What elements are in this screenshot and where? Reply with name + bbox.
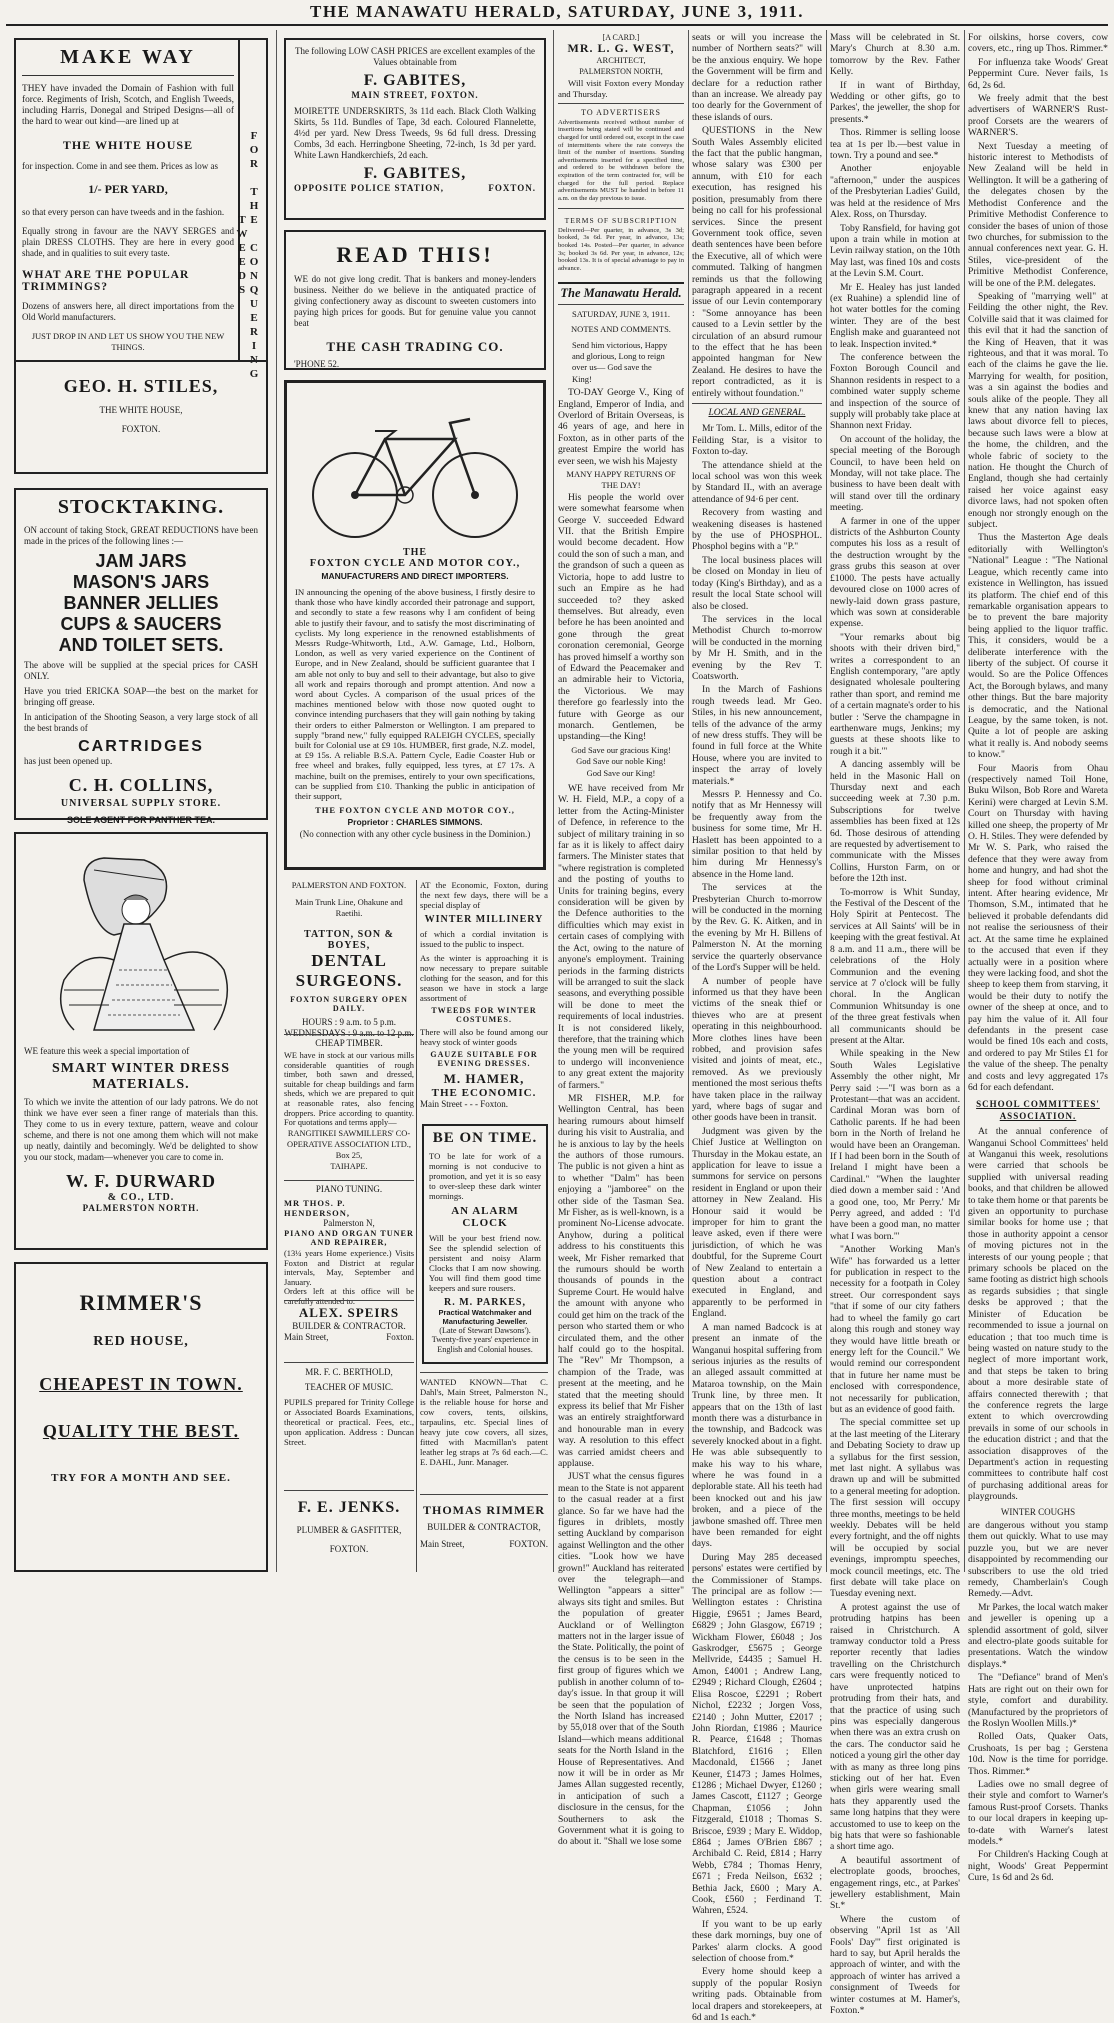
rimmers-ad bbox=[14, 1262, 268, 1572]
berthold-name: MR. F. C. BERTHOLD, bbox=[305, 1367, 393, 1377]
parkes-late: (Late of Stewart Dawsons'). Twenty-five years' experience in English and Colonial houses. bbox=[431, 1326, 539, 1354]
dahl-body: WANTED KNOWN—That C. Dahl's, Main Street, Palmerston N., is the reliable house for horse and cow covers, tents, oilskins, tarpaulins, etc. Special lines of heavy jute cow covers, all sizes, fitted with Macmillan's patent leather leg straps at 7s 6d each.—C. E. DAHL, Junr. Manager. bbox=[420, 1377, 548, 1467]
durward-head: SMART WINTER DRESS MATERIALS. bbox=[51, 1061, 231, 1092]
col5-p17: A beautiful assortment of electroplate goods, brooches, engagement rings, etc., at Parkes' jewellery establishment, Main St.* bbox=[830, 1854, 960, 1912]
hamer-body-4: There will also be found among our heavy stock of winter goods bbox=[420, 1027, 548, 1047]
col5-p16: A protest against the use of protruding hatpins has been raised in Christchurch. A tramway conductor told a Press reporter recently that ladies travelling on the Christchurch cars were frequently noticed to have unprotected hatpins protruding from their hats, and that the practice of using such pins was especially dangerous when there was an extra crush on the cars. The conductor said he noticed a young girl the other day with as many as three long pins sticking out of her hat. Even when girls were wearing small hats they apparently used the same long hatpins that they were accustomed to use to keep on the big hats that were so fashionable a short time ago. bbox=[830, 1601, 960, 1853]
speirs-town: Foxton. bbox=[386, 1332, 414, 1342]
subscription-body: Delivered—Per quarter, in advance, 3s 3d; booked, 3s 6d. Per year, in advance, 13s; booked 14s. Posted—Per quarter, in advance 3s; booked 3s 6d. Per year, in advance, 12s; booked 13s. It is of special advantage to pay in advance. bbox=[558, 226, 684, 272]
card-label: [A CARD.] bbox=[602, 33, 640, 42]
dental-firm: TATTON, SON & BOYES, bbox=[304, 929, 394, 951]
cycle-ad bbox=[284, 380, 546, 870]
timber-box: Box 25, bbox=[335, 1150, 363, 1160]
be-on-time-title: BE ON TIME. bbox=[432, 1130, 538, 1146]
thomas-rimmer-ad bbox=[420, 1494, 548, 1572]
col4-p12: Judgment was given by the Chief Justice at Wellington on Thursday in the Mokau estate, an application for leave to issue a summons for service on persons resident in England or upon their attorney in New Zealand. His Honour said it would be improper for him to grant the leave asked, even if there were jurisdiction, of which he was doubtful, for the Supreme Court of New Zealand to entertain a question about a contract executed in England, and apparently to be performed in England. bbox=[692, 1125, 822, 1320]
speirs-role: BUILDER & CONTRACTOR. bbox=[292, 1321, 406, 1331]
cycle-name: THE bbox=[402, 547, 428, 558]
jenks-role: PLUMBER & GASFITTER, bbox=[296, 1525, 402, 1535]
col6-p14: For Children's Hacking Cough at night, Woods' Great Peppermint Cure, 1s 6d and 2s 6d. bbox=[968, 1849, 1108, 1884]
jenks-name: F. E. JENKS. bbox=[297, 1499, 401, 1516]
gabites-opp: OPPOSITE POLICE STATION, bbox=[294, 183, 444, 193]
durward-lead: WE feature this week a special importation of bbox=[24, 1046, 190, 1056]
speirs-name: ALEX. SPEIRS bbox=[298, 1305, 400, 1320]
col5-p11: A dancing assembly will be held in the Masonic Hall on Thursday next and each succeeding week at 7.30 p.m. Subscriptions for twelve assemblies has been fixed at 12s 6d. Those desirous of attending are requested by advertisement to communicate with the Misses Collins, Hurston Farm, on or before the 12th inst. bbox=[830, 759, 960, 885]
stock-intro: ON account of taking Stock, GREAT REDUCTIONS have been made in the prices of the following lines :— bbox=[24, 525, 258, 546]
makeway-store: THE WHITE HOUSE bbox=[62, 138, 194, 152]
piano-name: MR THOS. P. HENDERSON, bbox=[284, 1198, 350, 1218]
stock-line-3: BANNER JELLIES bbox=[63, 593, 219, 613]
col5-p14: "Another Working Man's Wife" has forwarded us a letter for publication in respect to the necessity for a footpath in Coley street. Our correspondent says "that if some of our city fathers had to wheel the family go cart along this rough and stoney way they would have little breath or energy left for the Council." We would remind our correspondent that in future her name must be enclosed with correspondence, not necessarily for publication, but as an evidence of good faith. bbox=[830, 1244, 960, 1415]
berthold-role: TEACHER OF MUSIC. bbox=[304, 1382, 394, 1392]
dental-top: PALMERSTON AND FOXTON. bbox=[291, 880, 407, 890]
be-on-time-head: AN ALARM CLOCK bbox=[451, 1205, 519, 1229]
dahl-ad bbox=[420, 1372, 548, 1488]
read-this-body: WE do not give long credit. That is bankers and money-lenders business. Neither do we believe in the antiquated practice of giving confectionery away as discount to sweeten customers into paying high prices for goods. But for genuine value you cannot beat bbox=[294, 274, 536, 328]
col4-p10: The services at the Presbyterian Church to-morrow will be conducted in the morning by the Rev. G. K. Aitken, and in the evening by Mr H. Billens of Palmerston N. At the morning service the quarterly observance of the Lord's Supper will be held. bbox=[692, 882, 822, 974]
herald-title: The Manawatu Herald. bbox=[560, 286, 682, 301]
notes-title: NOTES AND COMMENTS. bbox=[571, 324, 671, 335]
rimmers-line-3: TRY FOR A MONTH AND SEE. bbox=[51, 1472, 231, 1484]
jenks-ad bbox=[284, 1490, 414, 1572]
durward-ad bbox=[14, 832, 268, 1250]
cash-trading-phone: 'PHONE 52. bbox=[294, 359, 340, 369]
col6-p10: Mr Parkes, the local watch maker and jeweller is opening up a splendid assortment of gold, silver and electro-plate goods suitable for presentations. Watch the window displays.* bbox=[968, 1601, 1108, 1670]
thomas-rimmer-town: FOXTON. bbox=[509, 1539, 548, 1549]
be-on-time-ad bbox=[422, 1124, 548, 1364]
hamer-ad bbox=[420, 880, 548, 1118]
gabites-name-2: F. GABITES, bbox=[363, 165, 467, 182]
col4-p16: Every home should keep a supply of the popular Rosiyn writing pads. Obtainable from local drapers and storekeepers, at 6d and 1s each.* bbox=[692, 1966, 822, 2023]
stock-line-2: MASON'S JARS bbox=[72, 572, 210, 592]
cycle-body: IN announcing the opening of the above business, I firstly desire to thank those who have kindly accorded their patronage and support, and secondly to state a few reasons why I am confident of being able to justify their favour, and to satisfy the most discriminating of cyclists. My long experience in the renowned establishments of Messrs Rudge-Whitworth, Ltd., A.W. Gamage, Ltd., Holborn, London, as well as very varied experience on the Continent of Europe, and in New Zealand, should be sufficient guarantee that I am able not only to buy and sell to their advantage, but also to give all work and repairs thorough and prompt attention. And now a word about Cycles. A comparison of the usual prices of the machines mentioned below with those now quoted ought to convince intending purchasers that they will gain nothing by taking their orders to either Palmerston or Wellington. I am prepared to supply "brand new," fully equipped RALEIGH CYCLES, specially built for Colonial use at £9 10s. HUMBER, first grade, N.Z. model, at £9 15s. A reliable B.S.A. Pattern Cycle, Eadie Coaster Hub or free wheel and brakes, fully equipped, less tyres, at £7 17s. A machine, built on the premises, entirely to your own specifications, can be supplied from £10. Thanking the public in anticipation of their support, bbox=[295, 587, 535, 802]
makeway-ad bbox=[14, 38, 268, 474]
column-4 bbox=[692, 32, 823, 2023]
hamer-body: AT the Economic, Foxton, during the next few days, there will be a special display of bbox=[420, 880, 548, 910]
herald-date: SATURDAY, JUNE 3, 1911. bbox=[572, 308, 670, 319]
col4-p3: Mr Tom. L. Mills, editor of the Feilding Star, is a visitor to Foxton to-day. bbox=[692, 423, 822, 458]
parkes-sub: Practical Watchmaker and Manufacturing Jeweller. bbox=[438, 1308, 532, 1326]
col5-p15: The special committee set up at the last meeting of the Literary and Debating Society to draw up a syllabus for the first session, met last night. A syllabus was drawn up and will be submitted to a general meeting for adoption. The first session will occupy three months, meetings to be held weekly. Debates will be held every fortnight, and the off nights will be occupied by social evenings, impromptu speeches, mock council meetings, etc. The first debate will take place on Tuesday evening next. bbox=[830, 1417, 961, 1600]
makeway-question: WHAT ARE THE POPULAR TRIMMINGS? bbox=[22, 269, 190, 293]
hamer-body-3: As the winter is approaching it is now necessary to prepare suitable clothing for the season, and for this season we have in stock a large assortment of bbox=[420, 953, 548, 1003]
speirs-ad bbox=[284, 1300, 414, 1358]
stock-line-5: AND TOILET SETS. bbox=[58, 635, 224, 655]
notes-p4: MR FISHER, M.P. for Wellington Central, has been hearing rumours about himself during his visit to Australia, and he is anxious to lay by the heels the authors of those rumours. The public is not given a hint as to whether "Dalm" has been enjoying a "jamboree" on the other side of the Tasman Sea. Mr Fisher, as is well-known, is a prominent No-License advocate. Anyhow, during a political address to his constituents this week, Mr Fisher remarked that the rumours should be worth thousands of pounds in the Supreme Court. He would halve the amount with anyone who could get him on the track of the person who started them or who circulated them, and the other half could go to the hospital. The "Rev" Mr Thompson, a champion of the Trade, was present at the meeting, and he stated that the meeting should express its belief that Mr Fisher was an entirely straightforward and honourable man in every way. A resolution to this effect was carried amidst cheers and applause. bbox=[558, 1092, 684, 1469]
col6-p13: Ladies owe no small degree of their style and comfort to Warner's famous Rust-proof Corsets. Thanks to our local drapers in keeping up-to-date with Warner's latest models.* bbox=[968, 1778, 1108, 1847]
rimmers-sub: RED HOUSE, bbox=[93, 1334, 189, 1349]
notes-p2: His people the world over were somewhat fearsome when George V. succeeded Edward VII. that the British Empire would become decadent. How could the son of such a man, and the grandson of such a queen as Victoria, hope to add lustre to such an Empire as he had succeeded to? they asked themselves. But already, even before he has been anointed and gone through the great coronation ceremonial, George has proved himself a worthy son of Edward the Peacemaker and an admirable heir to Victoria, the Victorious. We may therefore go fearlessly into the future with George as our monarch. Gentlemen, be upstanding—the King! bbox=[558, 491, 684, 743]
poem: Send him victorious, Happy and glorious, Long to reign over us— God save the King! bbox=[572, 339, 668, 384]
parkes-name: R. M. PARKES, bbox=[444, 1297, 526, 1308]
hamer-name: M. HAMER, bbox=[443, 1071, 525, 1086]
column-3 bbox=[558, 32, 685, 1848]
col4-p1: seats or will you increase the number of Northern seats?" will be the anxious enquiry. We hope the Government will be firm and declare for a reduction rather than an increase. We already pay too dearly for the Government of these islands of ours. bbox=[692, 32, 822, 123]
berthold-ad bbox=[284, 1362, 414, 1484]
dental-ad bbox=[284, 880, 414, 1038]
col4-p9: Messrs P. Hennessy and Co. notify that as Mr Hennessy will be frequently away from the business for some time, Mr H. Haslett has been appointed to a similar position to that held by him during Mr Hennessy's absence in the Home land. bbox=[692, 789, 822, 880]
rimmers-line-1: CHEAPEST IN TOWN. bbox=[39, 1374, 243, 1394]
hamer-head-2: TWEEDS FOR WINTER COSTUMES. bbox=[431, 1006, 537, 1024]
makeway-side-text: FOR THE CONQUERING TWEEDS bbox=[236, 130, 260, 382]
notes-p3: WE have received from Mr W. H. Field, M.P., a copy of a letter from the Acting-Minister of Defence, in reference to the subject of military training in so far as it is likely to affect dairy farmers. The Minister states that "where registration is completed and the posting of youths to Units for training begins, every consideration will be given by the Defence authorities to the difficulties which may exist in certain cases of complying with the Act, owing to the nature of anyone's employment. Training periods in the farming districts will be arranged to suit the slack seasons, and everything possible will be done to meet the requirements of local industries. It is not considered likely, therefore, that the training which the young men will be required to undergo will inconvenience to any great extent the majority of farmers." bbox=[558, 783, 685, 1091]
masthead bbox=[0, 2, 1114, 22]
col5-p5: Toby Ransfield, for having got upon a train while in motion at Levin railway station, on the 10th May last, was fined 10s and costs at the Levin S.M. Court. bbox=[830, 222, 960, 280]
dental-hours: HOURS : 9 a.m. to 5 p.m. bbox=[301, 1017, 396, 1027]
durward-sub: & CO., LTD. bbox=[107, 1192, 175, 1203]
dental-title: DENTAL SURGEONS. bbox=[295, 951, 403, 990]
stock-soap: Have you tried ERICKA SOAP—the best on the market for bringing off grease. bbox=[24, 686, 258, 707]
timber-town: TAIHAPE. bbox=[330, 1161, 368, 1171]
col4-p15: If you want to be up early these dark mornings, buy one of Parkes' alarm clocks. A good selection of choose from.* bbox=[692, 1918, 822, 1965]
speirs-addr: Main Street, bbox=[284, 1332, 329, 1342]
masthead-title: THE MANAWATU HERALD, SATURDAY, JUNE 3, 1911. bbox=[310, 2, 804, 21]
col6-p12: Rolled Oats, Quaker Oats, Crushoats, 1s per bag ; Gerstena 10d. Now is the time for porridge. Thos. Rimmer.* bbox=[968, 1731, 1108, 1777]
west-town: PALMERSTON NORTH, bbox=[579, 67, 663, 77]
stock-title: STOCKTAKING. bbox=[57, 496, 225, 518]
be-on-time-body-2: Will be your best friend now. See the splendid selection of persistent and noisy Alarm Clocks that I am now showing. You will find them good time keepers and sure rousers. bbox=[429, 1233, 541, 1293]
stock-opened: has just been opened up. bbox=[24, 756, 113, 766]
timber-ad bbox=[284, 1034, 414, 1174]
col5-p4: Another enjoyable "afternoon," under the auspices of the Presbyterian Ladies' Guild, was held at the residence of Mrs Alex. Ross, on Thursday. bbox=[830, 163, 960, 221]
anthem: God Save our gracious King! God Save our noble King! God Save our King! bbox=[571, 744, 671, 778]
hamer-head: WINTER MILLINERY bbox=[424, 914, 544, 925]
col4-p2: QUESTIONS in the New South Wales Assembly elicited the fact that the public hangman, whose salary was £300 per annum, with £10 for each execution, has resigned his position, presumably from there being no call for his professional services. Since the present Government took office, seven death sentences have been before the Executive, all of which were commuted. Talking of hangmen reminds us that the following paragraph appeared in a recent issue of our Levin contemporary : "Some annoyance has been caused to a Levin settler by the circulation of an absurd rumour to the effect that he has been appointed hangman for New Zealand. He desires to have the report contradicted, as it is entirely without foundation." bbox=[692, 125, 822, 399]
col4-p4: The attendance shield at the local school was won this week by Standard II., with an average attendance of 94·6 per cent. bbox=[692, 459, 822, 505]
gabites-name: F. GABITES, bbox=[363, 72, 467, 89]
piano-ad bbox=[284, 1180, 414, 1306]
dental-top-2: Main Trunk Line, Ohakune and Raetihi. bbox=[295, 897, 403, 918]
col6-p9: are dangerous without you stamp them out quickly. What to use may puzzle you, but we are never disappointed by recommending our subscribers to use the old tried remedy, Chamberlain's Cough Remedy.—Advt. bbox=[968, 1520, 1108, 1600]
makeway-drop: JUST DROP IN AND LET US SHOW YOU THE NEW THINGS. bbox=[31, 331, 225, 352]
winter-title: WINTER COUGHS bbox=[1000, 1506, 1076, 1517]
notes-p5: JUST what the census figures mean to the State is not apparent to the casual reader at a first glance. So far we have had the figures in driblets, mostly setting Auckland by comparison against Wellington and the other cities. "Look how we have grown!" Auckland has reiterated over the telegraph—and Wellington "appears a sitter" always sits tight and smiles. But the population of greater Auckland or of Wellington matters not in the larger issue of the State. Politically, the point of the census is to be seen in the first group of figures which we publish in another column of to-day's issue. In that group it will be seen that the population of the North Island has increased by 55,018 over that of the South Island—which means additional seats for the North Island in the House of Representatives. And now it will be in order as Mr James Allan suggested recently, in anticipation of such a disclosure in the census, for the Southerners to ask the Government what it is going to do about it. "Shall we lose some bbox=[558, 1471, 684, 1848]
dental-wed: WEDNESDAYS : 9 a.m. to 12 p.m. bbox=[284, 1028, 414, 1038]
cycle-name-2: FOXTON CYCLE AND MOTOR COY., bbox=[309, 558, 521, 569]
rimmers-line-2: QUALITY THE BEST. bbox=[42, 1421, 240, 1441]
cycle-prop: Proprietor : CHARLES SIMMONS. bbox=[347, 817, 483, 828]
gabites-ad bbox=[284, 38, 546, 220]
stock-cash: The above will be supplied at the special prices for CASH ONLY. bbox=[24, 660, 258, 681]
thomas-rimmer-role: BUILDER & CONTRACTOR, bbox=[427, 1522, 541, 1532]
durward-town: PALMERSTON NORTH. bbox=[82, 1203, 200, 1213]
timber-body: WE have in stock at our various mills considerable quantities of rough timber, both sawn and dressed, suitable for cheap buildings and farm sheds, which we are prepared to quit at reasonable rates, also fencing droppers. Price according to quantity. For quotations and terms apply— bbox=[284, 1051, 414, 1128]
dental-open: FOXTON SURGERY OPEN DAILY. bbox=[290, 995, 408, 1013]
timber-name: RANGITIKEI SAWMILLERS' CO-OPERATIVE ASSOCIATION LTD., bbox=[287, 1128, 411, 1149]
read-this-title: READ THIS! bbox=[336, 242, 494, 267]
col4-p8: In the March of Fashions rough tweeds lead. Mr Geo. Stiles, in his new announcement, tells of the advance of the army of new dress stuffs. They will be found in full force at the White House, where you are invited to inspect the array of lovely materials.* bbox=[692, 684, 822, 787]
advertisers-body: Advertisements received without number of insertions being stated will be continued and charged for until ordered out, except in the case of intermittents where the rate conveys the limit of the number of insertions. Standing advertisements inserted for a specified time, and ordered to be withdrawn before the expiration of the term contracted for, will be charged for the full period. Replace advertisements MUST be handed in before 11 a.m. on the day previous to issue. bbox=[558, 118, 684, 202]
berthold-body: PUPILS prepared for Trinity College or Associated Boards Examinations, theoretical or practical. Fees, etc., upon application. Address : Duncan Street. bbox=[284, 1397, 414, 1447]
gabites-addr: MAIN STREET, FOXTON. bbox=[351, 90, 479, 100]
notes-p1: TO-DAY George V., King of England, Emperor of India, and Overlord of Britain Overseas, is 46 years of age, and here in Foxton, as in other parts of the greatest Empire the world has ever seen, we wish his Majesty bbox=[558, 387, 684, 467]
stock-cartridges: CARTRIDGES bbox=[78, 738, 204, 755]
piano-role: PIANO AND ORGAN TUNER AND REPAIRER, bbox=[284, 1229, 414, 1247]
makeway-serges: Equally strong in favour are the NAVY SERGES and plain DRESS CLOTHS. They are here in every good shade, and in qualities to suit every taste. bbox=[22, 226, 234, 258]
col5-p12: To-morrow is Whit Sunday, the Festival of the Descent of the Holy Spirit at Pentecost. The services at All Saints' will be in keeping with the great festival. At 8 a.m. and 11 a.m., there will be celebrations of the Holy Communion and the evening service at 7 o'clock will be fully choral. In the Anglican Communion Whitsunday is one of the three great festivals when all communicants should be present at the Altar. bbox=[830, 886, 961, 1046]
stocktaking-ad bbox=[14, 488, 268, 825]
stock-line-1: JAM JARS bbox=[95, 551, 187, 571]
col5-p10: "Your remarks about big shoots with their driven bird," writes a correspondent to an English contemporary, "are aptly designated wholesale poultering rather than sport, and remind me of a certain magnate's order to his butler : 'Serve the champagne in earthenware mugs, Jenkins; my guests at these shoots like to rough it a bit.'" bbox=[830, 631, 960, 757]
cycle-sub: MANUFACTURERS AND DIRECT IMPORTERS. bbox=[321, 571, 509, 581]
col4-p11: A number of people have informed us that they have been victims of the sneak thief or thieves who are at present operating in this neighbourhood. More clothes lines have been robbed, and provision safes visited and joints of meat, etc., removed. As we previously mentioned the most serious thefts have taken place in the railway yard, where bags of sugar and other goods have been in transit. bbox=[692, 975, 822, 1124]
gabites-body: MOIRETTE UNDERSKIRTS, 3s 11d each. Black Cloth Walking Skirts, 5s 11d. Bundles of Tape, 3d each. Coloured Flannelette, 4½d per yard. New Dress Tweeds, 9s 6d full dress. Dressing Combs, 3d each. Herringbone Sheeting, 72-inch, 1s 3d per yard. White Lawn Handkerchiefs, 2d each. bbox=[294, 106, 536, 160]
col5-p3: Thos. Rimmer is selling loose tea at 1s per lb.—best value in town. Try a pound and see.* bbox=[830, 127, 960, 162]
col5-p13: While speaking in the New South Wales Legislative Assembly the other night, Mr Perry said :—"I was born as a Protestant—that was an accident. Cardinal Moran was born of Catholic parents. If he had been born in the North of Ireland he would have been an Orangeman. If I had been born in the South of Ireland I might have been a Cardinal." "When the laughter died down a member said : 'And a good one, too, Mr Perry.' Mr Perry agreed, and added : 'I'd have been a good man, no matter what I was born.'" bbox=[830, 1048, 960, 1242]
lady-illustration bbox=[24, 840, 260, 1040]
stock-sub: UNIVERSAL SUPPLY STORE. bbox=[60, 798, 222, 809]
piano-body: (13¼ years Home experience.) Visits Foxton and District at regular intervals, May, September and January. bbox=[284, 1249, 414, 1287]
piano-town: Palmerston N, bbox=[323, 1218, 375, 1228]
stock-line-4: CUPS & SAUCERS bbox=[60, 614, 222, 634]
col5-p1: Mass will be celebrated in St. Mary's Church at 8.30 a.m. tomorrow by the Rev. Father Kelly. bbox=[830, 32, 960, 78]
thomas-rimmer-addr: Main Street, bbox=[420, 1539, 465, 1549]
column-6 bbox=[968, 32, 1108, 1884]
be-on-time-body: TO be late for work of a morning is not conducive to promotion, and yet it is so easy to over-sleep these dark winter mornings. bbox=[429, 1151, 541, 1201]
col5-p8: On account of the holiday, the special meeting of the Borough Council, to have been held on Monday, will not take place. The business to have been dealt with will stand over till the ordinary meeting. bbox=[830, 433, 960, 514]
col4-p5: Recovery from wasting and weakening diseases is hastened by the use of PHOSPHOL. Phosphol begins with a "P." bbox=[692, 507, 822, 553]
jenks-town: FOXTON. bbox=[329, 1544, 369, 1554]
hamer-body-2: of which a cordial invitation is issued to the public to inspect. bbox=[420, 929, 548, 949]
makeway-tweeds: so that every person can have tweeds and in the fashion. bbox=[22, 207, 225, 217]
gabites-intro: The following LOW CASH PRICES are excellent examples of the Values obtainable from bbox=[294, 46, 536, 67]
cash-trading-name: THE CASH TRADING CO. bbox=[326, 339, 504, 354]
col4-p6: The local business places will be closed on Monday in lieu of today (King's Birthday), and as a result the local State school will also be closed. bbox=[692, 554, 822, 612]
subscription-title: TERMS OF SUBSCRIPTION bbox=[564, 216, 678, 226]
col4-p13: A man named Badcock is at present an inmate of the Wanganui hospital suffering from serious injuries as the results of an alleged assault committed at Mataroa township, on the Main Trunk line, by three men. It appears that on the 13th of last month there was a disturbance in the township, and Badcock was severely knocked about in a fight. He was able subsequently to make his way to his whare, where he was found in a deplorable state. All his teeth had been knocked out and his jaw broken, and a piece of the jawbone smashed off. Three men have been remanded for eight days. bbox=[692, 1321, 823, 1550]
hamer-addr: Main Street - - - Foxton. bbox=[420, 1099, 508, 1109]
makeway-price: 1/- PER YARD, bbox=[88, 182, 168, 196]
makeway-answer: Dozens of answers here, all direct importations from the Old World manufacturers. bbox=[22, 301, 234, 322]
col6-p6: Thus the Masterton Age deals editorially with Wellington's "National" League : "The National League, which recently came into existence in Wellington, has issued its platform. The chief end of this remarkable organisation appears to be to prevent the bare majority being applied to the liquor traffic. This, it considers, would be a deliberate interference with the liberty of the subject. Of course it would. So are the Police Offences Act, the Borough bylaws, and many other things. But the bare majority is democratic, and the National League, by the same token, is not. Quite a lot of people are asking what it really is. And nobody seems to know." bbox=[968, 532, 1108, 761]
col5-p9: A farmer in one of the upper districts of the Ashburton County computes his loss as a result of the destruction wrought by the grass grubs this season at over £1000. The pests have actually devoured close on 1000 acres of newly-laid down grass pasture, which was sown at considerable expense. bbox=[830, 515, 960, 630]
cycle-name-3: THE FOXTON CYCLE AND MOTOR COY., bbox=[315, 805, 515, 816]
piano-orders: Orders left at this office will be carefully attended to. bbox=[284, 1287, 414, 1306]
piano-title: PIANO TUNING. bbox=[315, 1184, 383, 1194]
makeway-inspect: for inspection. Come in and see them. Prices as low as bbox=[22, 161, 218, 171]
col5-p7: The conference between the Foxton Borough Council and Shannon residents in respect to a combined water supply scheme and inspection of the source of supply will probably take place at Shannon next Friday. bbox=[830, 351, 960, 432]
hamer-head-3: GAUZE SUITABLE FOR EVENING DRESSES. bbox=[430, 1050, 538, 1068]
col6-p1: For oilskins, horse covers, cow covers, etc., ring up Thos. Rimmer.* bbox=[968, 32, 1108, 55]
thomas-rimmer-name: THOMAS RIMMER bbox=[423, 1503, 545, 1517]
rimmers-title: RIMMER'S bbox=[79, 1290, 203, 1315]
happy-returns: MANY HAPPY RETURNS OF THE DAY! bbox=[566, 469, 676, 491]
col5-p2: If in want of Birthday, Wedding or other gifts, go to Parkes', the jeweller, the shop for presents.* bbox=[830, 79, 960, 125]
col6-p7: Four Maoris from Ohau (respectively named Toil Hone, Buku Wilson, Bob Rore and Wareta Kerini) were charged at Levin S.M. Court on Thursday with having killed one sheep, the property of Mr O. H. Stiles. They were defended by Mr W. S. Park, who raised the defence that they were away from home and hungry, and had shot the sheep for food without criminal intent. After hearing evidence, Mr Thomson, S.M., intimated that he believed it probable defendants did not realise the seriousness of their act. At the same time he explained to the accused that even if they actually were in a position where they were lacking food, and shot the sheep to keep them from starving, it would be their duty to notify the owner of the sheep at once, and to pay him the value of it. All four defendants in the present case would be fined 10s each and costs, and ordered to pay Mr Stiles £1 for the value of the sheep. The penalty and costs and levy aggregated 17s 6d for each defendant. bbox=[968, 762, 1108, 1093]
local-title: LOCAL AND GENERAL. bbox=[708, 408, 806, 418]
col4-p7: The services in the local Methodist Church to-morrow will be conducted in the morning by Mr H. Smith, and in the evening by the Rev T. Coatsworth. bbox=[692, 613, 822, 682]
col5-p6: Mr E. Healey has just landed (ex Ruahine) a splendid line of hot water bottles for the coming winter. They are of the best English make and guaranteed not to leak. Inspection invited.* bbox=[830, 281, 960, 350]
west-role: ARCHITECT, bbox=[596, 54, 646, 65]
makeway-name: GEO. H. STILES, bbox=[63, 376, 219, 396]
bicycle-illustration bbox=[295, 395, 535, 545]
gabites-town: FOXTON. bbox=[488, 183, 536, 193]
west-visit: Will visit Foxton every Monday and Thursday. bbox=[558, 77, 684, 100]
durward-name: W. F. DURWARD bbox=[65, 1171, 217, 1191]
makeway-body: THEY have invaded the Domain of Fashion with full force. Regiments of Irish, Scotch, and English Tweeds, including Harris, Donegal and Striped Designs—all of the hard to wear out kind—are lined up at bbox=[22, 84, 234, 127]
col5-p18: Where the custom of observing "April 1st as 'All Fools' Day'" first originated is hard to say, but April heralds the approach of winter, and with the approach of winter has arrived a consignment of Tweeds for winter costumes at M. Hamer's, Foxton.* bbox=[830, 1913, 960, 2017]
stock-season: In anticipation of the Shooting Season, a very large stock of all the best brands of bbox=[24, 712, 258, 733]
advertisers-title: TO ADVERTISERS bbox=[581, 108, 661, 118]
stock-name: C. H. COLLINS, bbox=[68, 775, 214, 795]
col4-p14: During May 285 deceased persons' estates were certified by the Commissioner of Stamps. The principal are as follow :—Wellington estates : Christina Higgie, £9651 ; James Beard, £6829 ; John Glasgow, £6719 ; Wickham Flower, £6048 ; Jos Gaskrodger, £5675 ; George Mellvride, £4435 ; Samuel H. Amon, £4001 ; Andrew Lang, £2949 ; Richard Clough, £2604 ; Elisa Roscoe, £2291 ; Robert Nichol, £2232 ; Jorgen Voss, £2140 ; John Mutter, £2017 ; John Riordan, £1986 ; Maurice R. Pearce, £1648 ; Thomas Blatchford, £1616 ; Ellen Macdonald, £1566 ; Janet Keuner, £1473 ; James Holmes, £1286 ; Michael Dwyer, £1260 ; James Cascott, £1127 ; George Chapman, £1056 ; John Fitzgerald, £1018 ; Thomas S. Briscoe, £939 ; Mary E. Widdop, £864 ; James O'Brien £867 ; Archibald C. Reid, £814 ; Harry Webb, £784 ; Thomas Henry, £671 ; Freda Neilson, £632 ; Bethia Jack, £600 ; Mary A. Cook, £560 ; Ferdinand T. Wahren, £524. bbox=[692, 1551, 822, 1917]
west-name: MR. L. G. WEST, bbox=[567, 41, 675, 56]
durward-body: To which we invite the attention of our lady patrons. We do not think we have ever seen a finer range of materials than this. They come to us in every texture, pattern, weave and colour scheme, and there is not one among them which will not make up neatly, daintily and becomingly. We'd be delighted to show you our stock, madam—whenever you care to come in. bbox=[24, 1097, 258, 1162]
makeway-title: MAKE WAY bbox=[22, 46, 234, 76]
column-5 bbox=[830, 32, 961, 2017]
read-this-ad bbox=[284, 230, 546, 370]
col6-p3: We freely admit that the best advertisers of WARNER'S Rust-proof Corsets are the wearers of WARNER'S. bbox=[968, 93, 1108, 139]
cycle-conn: (No connection with any other cycle business in the Dominion.) bbox=[299, 829, 531, 840]
makeway-town: FOXTON. bbox=[121, 424, 161, 434]
timber-title: CHEAP TIMBER. bbox=[315, 1038, 383, 1048]
col6-p11: The "Defiance" brand of Men's Hats are right out on their own for style, comfort and durability. (Manufactured by the proprietors of the Roslyn Woollen Mills.)* bbox=[968, 1672, 1108, 1729]
col6-p4: Next Tuesday a meeting of historic interest to Methodists of New Zealand will be held in Wellington. It will be a gathering of the delegates chosen by the Methodist Conference and the Primitive Methodist Conference to consider the bases of union of those two churches, for submission to the annual conferences next year. G. H. Stiles, vice-president of the Primitive Methodist Conference, will be one of the P.M. delegates. bbox=[968, 140, 1108, 289]
col6-p5: Speaking of "marrying well" at Feilding the other night, the Rev. Colville said that it was claimed for this evil that it had the sanction of the King of Heaven, that it was righteous, and that it was moral. To each of the claims he gave the lie. Marrying for wealth, for position, was a sin against the bodies and souls alike of the people. They all knew that any nation having lax laws about divorce fell to pieces, because such laws were a blow at the home, the children, and the whole fabric of society to the nation. He thought the Church of England, though she had certainly raised her voice against easy divorce laws, had not spoken often enough nor strongly enough on the subject. bbox=[968, 290, 1108, 531]
school-title: SCHOOL COMMITTEES' ASSOCIATION. bbox=[976, 1099, 1100, 1121]
stock-agent: SOLE AGENT FOR PANTHER TEA. bbox=[66, 815, 215, 825]
col6-p8: At the annual conference of Wanganui School Committees' held at Wanganui this week, resolutions were carried that schools be supplied with universal reading books, and that children be allowed to take them home or that parents be given an opportunity to purchase similar books for home use ; that those in authority appoint a censor of moving pictures not in the interests of our young people ; that primary schools be placed on the same footing as district high schools as regards subsidies ; that single desks be approved ; that the Minister of Education be recommended to issue a journal on education ; that too much time is being wasted on nature study to the neglect of more important work, and that steps be taken to bring about a more desirable state of affairs connected therewith ; that the conference regrets the large extent to which overcrowding prevails in some of our schools in the education district ; and that the association disapproves of the Department's action in requesting committees to contribute half cost of purchasing additional areas for playgrounds. bbox=[968, 1126, 1108, 1503]
makeway-sub: THE WHITE HOUSE, bbox=[99, 405, 183, 415]
col6-p2: For influenza take Woods' Great Peppermint Cure. Never fails, 1s 6d, 2s 6d. bbox=[968, 56, 1108, 91]
hamer-sub: THE ECONOMIC. bbox=[431, 1087, 537, 1099]
